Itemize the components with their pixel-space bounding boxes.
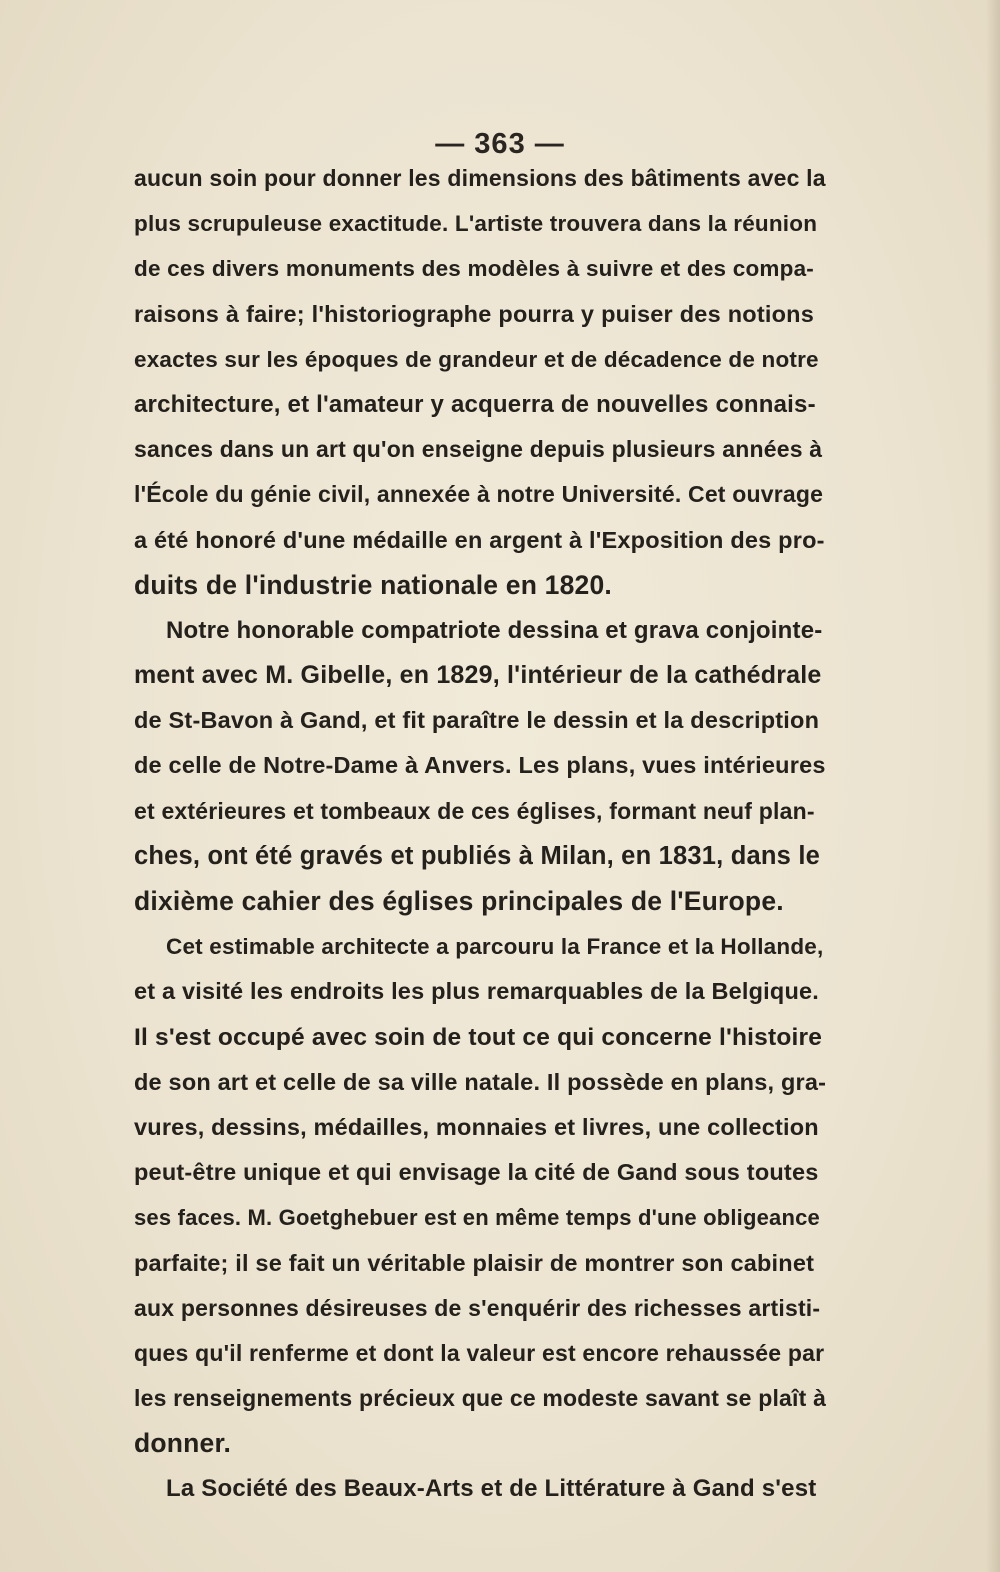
text-line: peut-être unique et qui envisage la cité de Gand sous toutes xyxy=(134,1159,819,1186)
text-line: de celle de Notre-Dame à Anvers. Les plans, vues intérieures xyxy=(134,752,826,779)
text-line: vures, dessins, médailles, monnaies et livres, une collection xyxy=(134,1113,819,1140)
text-line: les renseignements précieux que ce modeste savant se plaît à xyxy=(134,1385,827,1412)
text-line: ment avec M. Gibelle, en 1829, l'intérieur de la cathédrale xyxy=(134,661,822,690)
page-number: — 363 — xyxy=(435,128,565,160)
text-line: ques qu'il renferme et dont la valeur est encore rehaussée par xyxy=(134,1339,825,1366)
text-line: et extérieures et tombeaux de ces églises, formant neuf plan- xyxy=(134,797,815,824)
text-line: ses faces. M. Goetghebuer est en même temps d'une obligeance xyxy=(134,1205,820,1231)
body-text xyxy=(134,156,827,1512)
text-line: aux personnes désireuses de s'enquérir des richesses artisti- xyxy=(134,1294,821,1321)
text-line: plus scrupuleuse exactitude. L'artiste trouvera dans la réunion xyxy=(134,211,818,237)
text-line: Notre honorable compatriote dessina et grava conjointe- xyxy=(166,616,823,644)
text-line: et a visité les endroits les plus remarquables de la Belgique. xyxy=(134,978,820,1005)
text-line: aucun soin pour donner les dimensions des bâtiments avec la xyxy=(134,165,826,191)
text-line: duits de l'industrie nationale en 1820. xyxy=(134,569,612,600)
text-line: sances dans un art qu'on enseigne depuis plusieurs années à xyxy=(134,436,823,463)
text-line: de son art et celle de sa ville natale. Il possède en plans, gra- xyxy=(134,1068,827,1095)
text-line: Cet estimable architecte a parcouru la France et la Hollande, xyxy=(166,934,824,960)
text-line: l'École du génie civil, annexée à notre Université. Cet ouvrage xyxy=(134,481,824,508)
text-line: architecture, et l'amateur y acquerra de nouvelles connais- xyxy=(134,390,816,418)
text-line: donner. xyxy=(134,1428,232,1459)
text-line: dixième cahier des églises principales de l'Europe. xyxy=(134,886,784,916)
text-line: a été honoré d'une médaille en argent à l'Exposition des pro- xyxy=(134,526,825,553)
text-line: parfaite; il se fait un véritable plaisir de montrer son cabinet xyxy=(134,1249,815,1276)
text-line: La Société des Beaux-Arts et de Littérature à Gand s'est xyxy=(166,1475,817,1503)
text-line: raisons à faire; l'historiographe pourra y puiser des notions xyxy=(134,300,814,327)
text-line: de ces divers monuments des modèles à suivre et des compa- xyxy=(134,256,814,282)
page-edge-shadow xyxy=(986,0,1000,1572)
text-line: ches, ont été gravés et publiés à Milan, en 1831, dans le xyxy=(134,841,820,870)
text-line: Il s'est occupé avec soin de tout ce qui concerne l'histoire xyxy=(134,1023,823,1051)
text-line: exactes sur les époques de grandeur et de décadence de notre xyxy=(134,346,819,372)
text-line: de St-Bavon à Gand, et fit paraître le dessin et la description xyxy=(134,707,820,734)
